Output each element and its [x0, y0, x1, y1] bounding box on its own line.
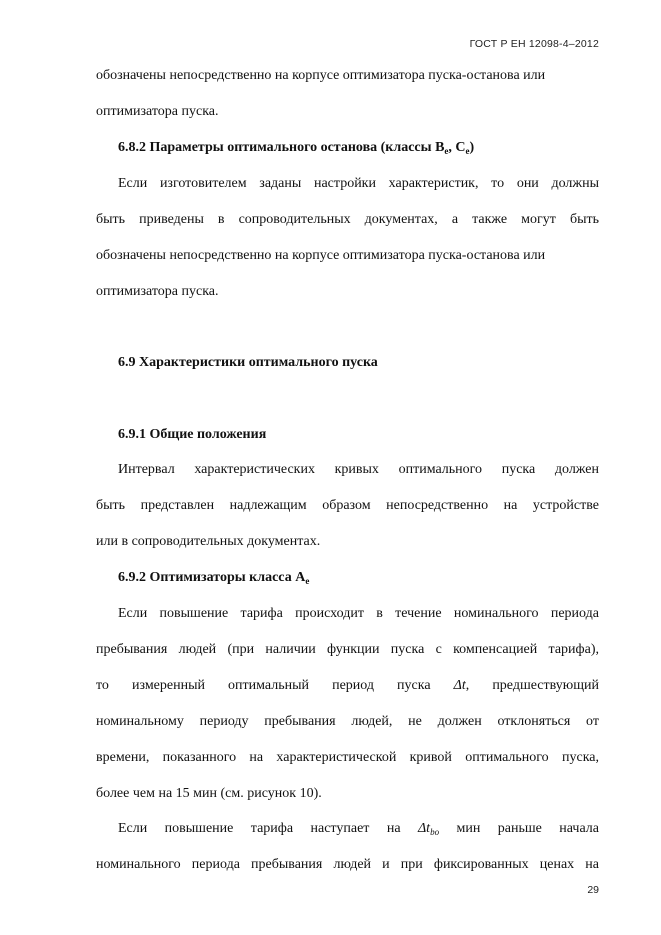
text-line: обозначены непосредственно на корпусе оптимизатора пуска-останова или — [96, 68, 546, 83]
text-fragment: , предшествующий — [465, 678, 599, 693]
text-fragment: мин раньше начала — [439, 821, 599, 836]
text-line: пребывания людей (при наличии функции пуска с компенсацией тарифа), — [96, 642, 599, 657]
text-line: Если повышение тарифа происходит в течение номинального периода — [118, 606, 599, 621]
text-line — [118, 820, 599, 838]
text-fragment: то измеренный оптимальный период пуска — [96, 678, 454, 693]
text-line: или в сопроводительных документах. — [96, 534, 321, 549]
text-line: быть приведены в сопроводительных документах, а также могут быть — [96, 212, 599, 227]
section-heading-6-9-1: 6.9.1 Общие положения — [118, 427, 267, 442]
heading-text: 6.9.2 Оптимизаторы класса A — [118, 570, 306, 585]
subscript: e — [444, 146, 449, 156]
heading-text: ) — [469, 140, 475, 155]
text-line: Интервал характеристических кривых оптимального пуска должен — [118, 462, 599, 477]
page-number: 29 — [587, 884, 599, 896]
text-line: номинальному периоду пребывания людей, не должен отклоняться от — [96, 714, 599, 729]
symbol-text: Δt — [417, 821, 431, 836]
section-heading-6-9: 6.9 Характеристики оптимального пуска — [118, 355, 378, 370]
text-fragment: Если повышение тарифа наступает на — [118, 821, 418, 836]
subscript: e — [465, 146, 470, 156]
text-line: оптимизатора пуска. — [96, 284, 219, 299]
delta-t-symbol: Δt — [453, 678, 466, 693]
text-line — [96, 677, 599, 695]
section-heading-6-9-2 — [118, 569, 621, 587]
subscript: e — [305, 576, 310, 586]
text-line: времени, показанного на характеристической кривой оптимального пуска, — [96, 750, 599, 765]
text-line: номинального периода пребывания людей и при фиксированных ценах на — [96, 857, 599, 872]
heading-text: , C — [448, 140, 466, 155]
section-heading-6-8-2 — [118, 139, 621, 157]
delta-t-symbol — [418, 821, 439, 836]
text-line: быть представлен надлежащим образом непосредственно на устройстве — [96, 498, 599, 513]
text-line: оптимизатора пуска. — [96, 104, 219, 119]
document-standard-header: ГОСТ Р ЕН 12098-4–2012 — [469, 38, 599, 50]
text-line: более чем на 15 мин (см. рисунок 10). — [96, 786, 322, 801]
subscript: bo — [430, 827, 440, 837]
text-line: обозначены непосредственно на корпусе оптимизатора пуска-останова или — [96, 248, 546, 263]
heading-text: 6.8.2 Параметры оптимального останова (классы B — [118, 140, 445, 155]
text-line: Если изготовителем заданы настройки характеристик, то они должны — [118, 176, 599, 191]
